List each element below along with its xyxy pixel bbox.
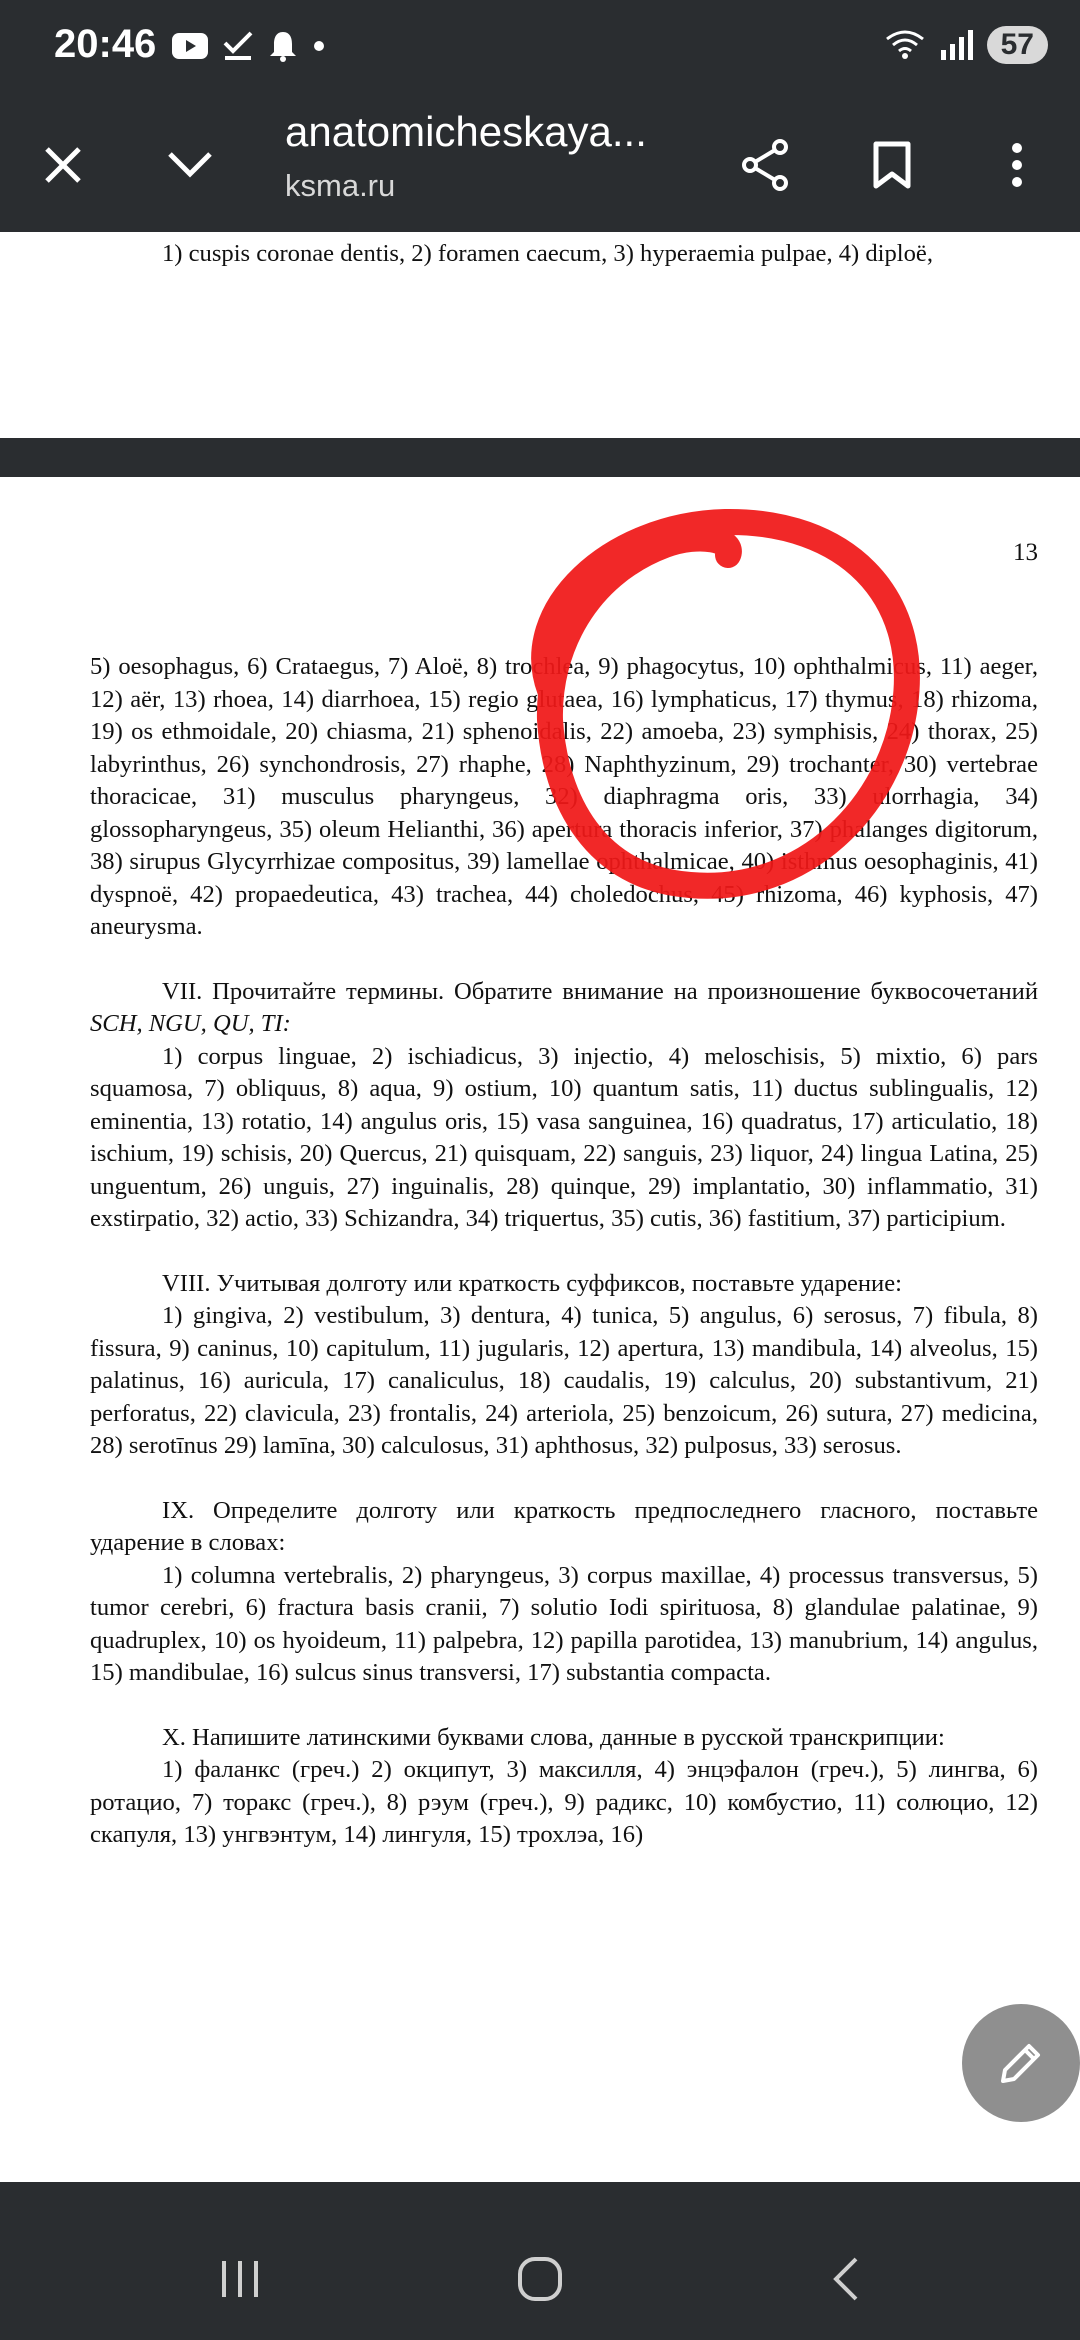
- document-text: [90, 651, 1038, 1852]
- collapse-button[interactable]: [155, 130, 225, 200]
- wifi-icon: [885, 29, 925, 61]
- exercise-body-ix: 1) columna vertebralis, 2) pharyngeus, 3) corpus maxillae, 4) processus transversus, 5) tumor cerebri, 6) fractura basis cranii, 7) solutio Iodi spirituosa, 8) glandulae palatinae, 9) quadruplex, 10) os hyoideum, 11) palpebra, 12) papilla parotidea, 13) manubrium, 14) angulus, 15) mandibulae, 16) sulcus sinus transversi, 17) substantia compacta.: [90, 1561, 1038, 1686]
- bell-icon: [268, 30, 298, 62]
- exercise-list-continued: 5) oesophagus, 6) Crataegus, 7) Aloë, 8) trochlea, 9) phagocytus, 10) ophthalmicus, 11) aeger, 12) aër, 13) rhoea, 14) diarrhoea, 15) regio glutaea, 16) lymphaticus, 17) thymus, 18) rhizoma, 19) os ethmoidale, 20) chiasma, 21) sphenoidalis, 22) amoeba, 23) symphisis, 24) thorax, 25) labyrinthus, 26) synchondrosis, 27) rhaphe, 28) Naphthyzinum, 29) trochanter, 30) vertebrae thoracicae, 31) musculus pharyngeus, 32) diaphragma oris, 33) ulorrhagia, 34) glossopharyngeus, 35) oleum Helianthi, 36) apertura thoracis inferior, 37) phalanges digitorum, 38) sirupus Glycyrrhizae compositus, 39) lamellae ophthalmicae, 40) isthmus oesophaginis, 41) dyspnoë, 42) propaedeutica, 43) trachea, 44) choledochus, 45) rhizoma, 46) kyphosis, 47) aneurysma.: [90, 653, 1038, 940]
- dot-icon: [312, 39, 326, 53]
- exercise-body-x: 1) фаланкс (греч.) 2) окципут, 3) максилля, 4) энцэфалон (греч.), 5) лингва, 6) ротацио, 7) торакс (греч.), 8) рэум (греч.), 9) радикс, 10) комбустио, 11) солюцио, 12) скапуля, 13) унгвэнтум, 14) лингуля, 15) трохлэа, 16): [90, 1756, 1038, 1848]
- youtube-icon: [172, 33, 208, 59]
- back-button[interactable]: [805, 2244, 885, 2314]
- back-icon: [830, 2256, 860, 2302]
- bookmark-icon: [873, 141, 911, 189]
- close-button[interactable]: [28, 130, 98, 200]
- close-icon: [43, 145, 83, 185]
- status-bar: [0, 0, 1080, 100]
- document-page: [0, 232, 1080, 438]
- exercise-heading-ix: IX. Определите долготу или краткость предпоследнего гласного, поставьте ударение в словах:: [90, 1496, 1038, 1556]
- status-time: 20:46: [54, 22, 157, 66]
- chevron-down-icon: [166, 150, 214, 180]
- status-notification-icons: [172, 30, 326, 62]
- system-nav-bar: [0, 2214, 1080, 2340]
- share-button[interactable]: [730, 130, 800, 200]
- exercise-heading-vii: [90, 976, 1038, 1041]
- pencil-icon: [995, 2037, 1047, 2089]
- document-page-13: [0, 477, 1080, 2182]
- more-options-button[interactable]: [982, 130, 1052, 200]
- text-line: 1) cuspis coronae dentis, 2) foramen caecum, 3) hyperaemia pulpae, 4) diploë,: [162, 240, 933, 267]
- document-text: [90, 238, 1038, 271]
- recent-apps-button[interactable]: [200, 2244, 280, 2314]
- page-title: anatomicheskaya...: [285, 108, 647, 155]
- share-icon: [740, 138, 790, 192]
- signal-icon: [939, 30, 973, 60]
- battery-indicator: 57: [987, 26, 1048, 64]
- heading-emphasis: SCH, NGU, QU, TI:: [90, 1010, 291, 1037]
- bookmark-button[interactable]: [857, 130, 927, 200]
- exercise-body-vii: 1) corpus linguae, 2) ischiadicus, 3) injectio, 4) meloschisis, 5) mixtio, 6) pars squamosa, 7) obliquus, 8) aqua, 9) ostium, 10) quantum satis, 11) ductus sublingualis, 12) eminentia, 13) rotatio, 14) angulus oris, 15) vasa sanguinea, 16) quadratus, 17) articulatio, 18) ischium, 19) schisis, 20) Quercus, 21) quisquam, 22) sanguis, 23) liquor, 24) lingua Latina, 25) unguentum, 26) unguis, 27) inguinalis, 28) quinque, 29) implantatio, 30) inflammatio, 31) exstirpatio, 32) actio, 33) Schizandra, 34) triquertus, 35) cutis, 36) fastitium, 37) participium.: [90, 1042, 1038, 1232]
- exercise-body-viii: 1) gingiva, 2) vestibulum, 3) dentura, 4) tunica, 5) angulus, 6) serosus, 7) fibula, 8) fissura, 9) caninus, 10) capitulum, 11) jugularis, 12) apertura, 13) mandibula, 14) alveolus, 15) palatinus, 16) auricula, 17) canaliculus, 18) caudalis, 19) calculus, 20) substantivum, 21) perforatus, 22) clavicula, 23) frontalis, 24) arteriola, 25) benzoicum, 26) sutura, 27) medicina, 28) serotīnus 29) lamīna, 30) calculosus, 31) aphthosus, 32) pulposus, 33) serosus.: [90, 1302, 1038, 1459]
- heading-text: VII. Прочитайте термины. Обратите внимание на произношение буквосочетаний: [162, 977, 1038, 1005]
- exercise-heading-x: X. Напишите латинскими буквами слова, данные в русской транскрипции:: [162, 1723, 945, 1751]
- home-icon: [516, 2255, 564, 2303]
- exercise-heading-viii: VIII. Учитывая долготу или краткость суффиксов, поставьте ударение:: [162, 1269, 902, 1297]
- recent-apps-icon: [218, 2259, 262, 2299]
- more-vert-icon: [1010, 142, 1024, 188]
- page-domain: ksma.ru: [285, 168, 396, 203]
- edit-fab-button[interactable]: [962, 2004, 1080, 2122]
- status-system-icons: [885, 26, 1048, 64]
- page-number: 13: [1013, 539, 1038, 566]
- home-button[interactable]: [500, 2244, 580, 2314]
- check-icon: [222, 31, 254, 61]
